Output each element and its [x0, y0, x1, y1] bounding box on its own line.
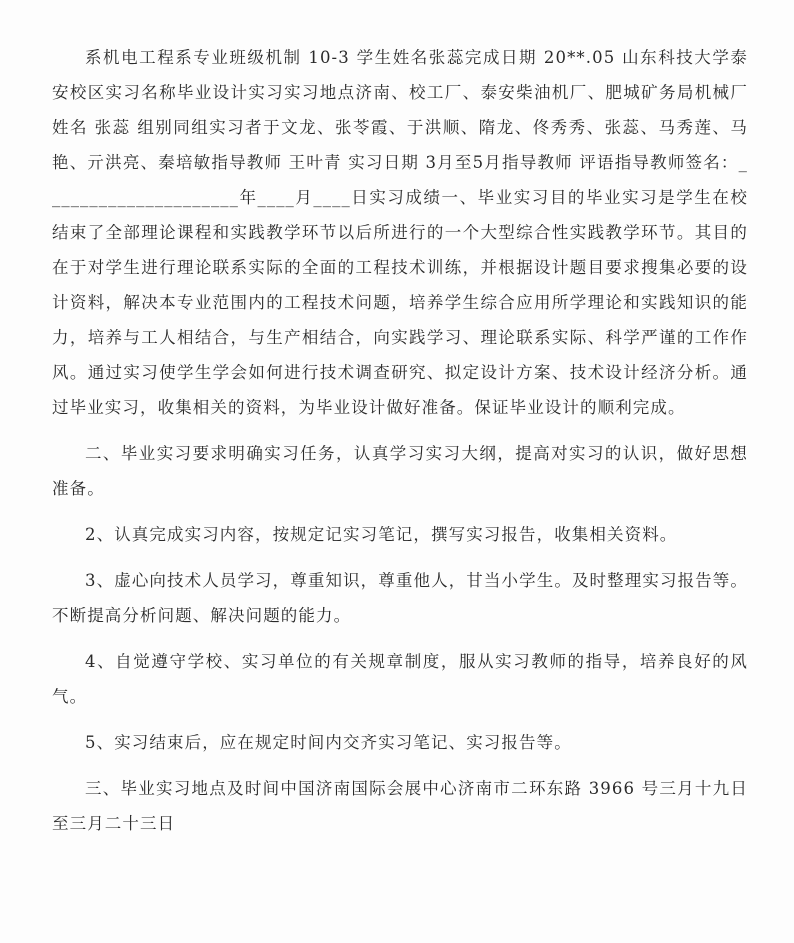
paragraph-item-2: 2、认真完成实习内容，按规定记实习笔记，撰写实习报告，收集相关资料。	[85, 525, 678, 544]
paragraph-item-3: 3、虚心向技术人员学习，尊重知识，尊重他人，甘当小学生。及时整理实习报告等。不断提高分析问题、解决问题的能力。	[52, 571, 748, 625]
paragraph-location-time: 三、毕业实习地点及时间中国济南国际会展中心济南市二环东路 3966 号三月十九日至三月二十三日	[52, 779, 748, 833]
paragraph-intro: 系机电工程系专业班级机制 10-3 学生姓名张蕊完成日期 20**.05 山东科技大学泰安校区实习名称毕业设计实习实习地点济南、校工厂、泰安柴油机厂、肥城矿务局机械厂姓名 张蕊 组别同组实习者于文龙、张苓霞、于洪顺、隋龙、佟秀秀、张蕊、马秀莲、马艳、亓洪亮、秦培敏指导教师 王叶青 实习日期 3月至5月指导教师 评语指导教师签名：_____________________年____月____日实习成绩一、毕业实习目的毕业实习是学生在校结束了全部理论课程和实践教学环节以后所进行的一个大型综合性实践教学环节。其目的在于对学生进行理论联系实际的全面的工程技术训练，并根据设计题目要求搜集必要的设计资料，解决本专业范围内的工程技术问题，培养学生综合应用所学理论和实践知识的能力，培养与工人相结合，与生产相结合，向实践学习、理论联系实际、科学严谨的工作作风。通过实习使学生学会如何进行技术调查研究、拟定设计方案、技术设计经济分析。通过毕业实习，收集相关的资料，为毕业设计做好准备。保证毕业设计的顺利完成。	[52, 48, 748, 417]
paragraph-item-5: 5、实习结束后，应在规定时间内交齐实习笔记、实习报告等。	[85, 733, 572, 752]
paragraph-item-4: 4、自觉遵守学校、实习单位的有关规章制度，服从实习教师的指导，培养良好的风气。	[52, 652, 748, 706]
paragraph-requirements: 二、毕业实习要求明确实习任务，认真学习实习大纲，提高对实习的认识，做好思想准备。	[52, 444, 748, 498]
